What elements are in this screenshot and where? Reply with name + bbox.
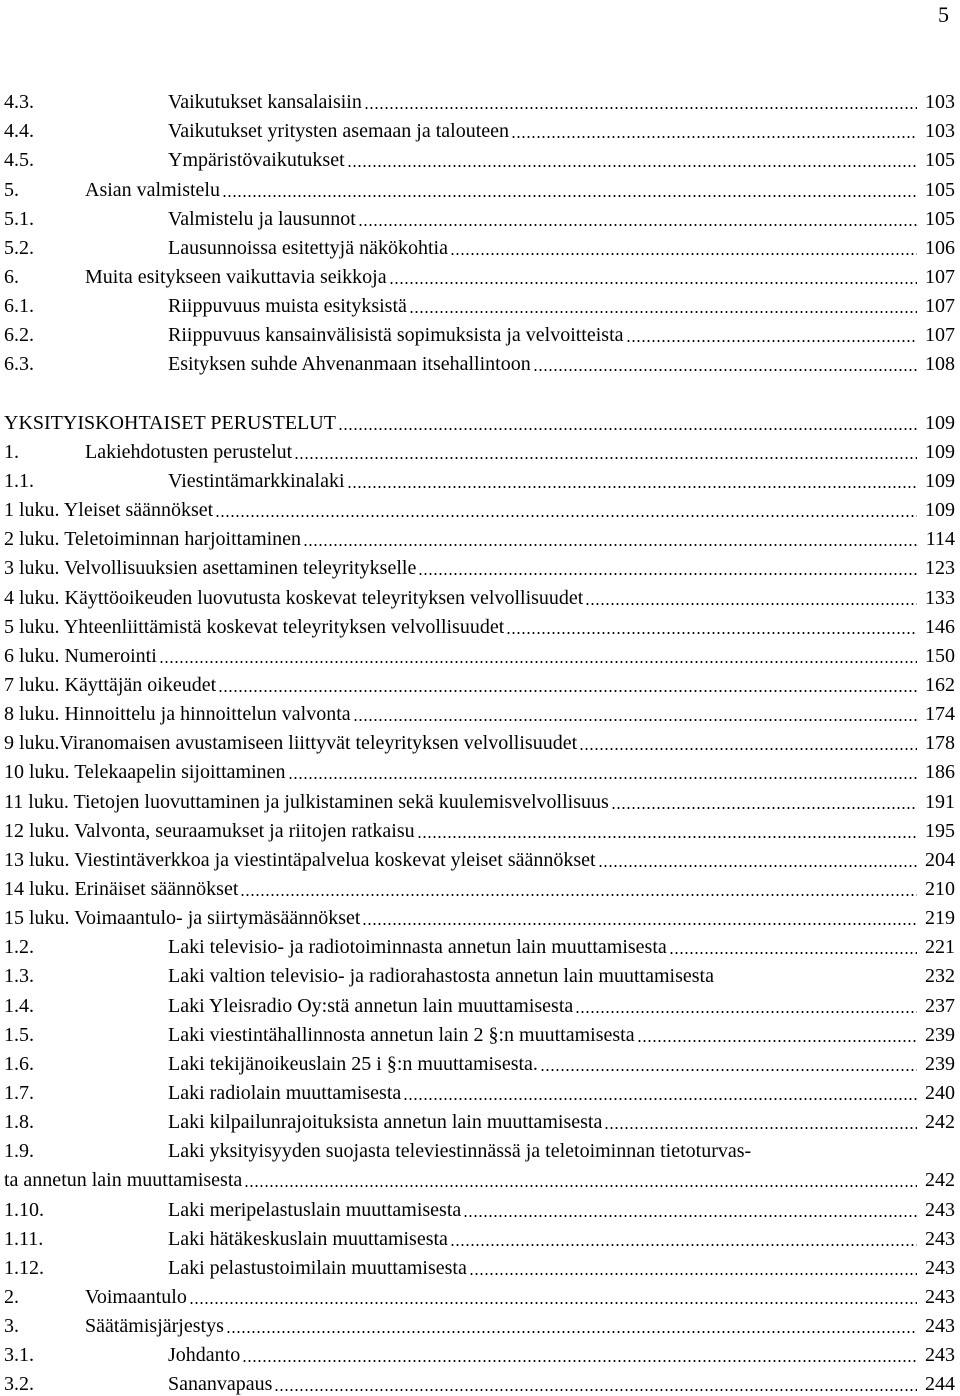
toc-entry-title: 8 luku. Hinnoittelu ja hinnoittelun valvonta: [4, 703, 351, 726]
toc-entry-title: Lakiehdotusten perustelut: [85, 440, 293, 463]
toc-entry: [4, 959, 955, 988]
toc-dot-leader: [222, 194, 917, 198]
toc-entry-title: Viestintämarkkinalaki: [168, 470, 345, 493]
toc-entry: [4, 172, 955, 201]
toc-entry: [4, 202, 955, 231]
toc-entry-title: 13 luku. Viestintäverkkoa ja viestintäpalvelua koskevat yleiset säännökset: [4, 848, 596, 871]
toc-dot-leader: [347, 485, 917, 489]
toc-entry-number: 1.1.: [4, 470, 34, 493]
toc-entry: [4, 1047, 955, 1076]
toc-entry: [4, 1280, 955, 1309]
toc-entry-page: 186: [925, 761, 955, 784]
toc-entry-title: ta annetun lain muuttamisesta: [4, 1169, 243, 1192]
toc-entry-page: 105: [925, 178, 955, 201]
toc-entry-page: 109: [925, 499, 955, 522]
toc-entry-number: 1.2.: [4, 936, 34, 959]
toc-entry: [4, 493, 955, 522]
toc-entry: [4, 872, 955, 901]
toc-entry-page: 204: [925, 848, 955, 871]
toc-entry-number: 5.2.: [4, 236, 34, 259]
toc-entry: [4, 318, 955, 347]
toc-entry-page: 123: [925, 557, 955, 580]
toc-dot-leader: [575, 1010, 917, 1014]
toc-entry-title: Laki Yleisradio Oy:stä annetun lain muuttamisesta: [168, 994, 574, 1017]
toc-entry: [4, 755, 955, 784]
toc-dot-leader: [189, 1301, 917, 1305]
toc-entry-number: 5.: [4, 178, 19, 201]
toc-entry-title: Laki hätäkeskuslain muuttamisesta: [168, 1227, 448, 1250]
toc-dot-leader: [240, 893, 917, 897]
toc-entry-title: Ympäristövaikutukset: [168, 149, 345, 172]
toc-entry: [4, 1018, 955, 1047]
toc-dot-leader: [669, 951, 917, 955]
toc-entry: [4, 289, 955, 318]
toc-entry: [4, 1134, 955, 1163]
toc-entry: [4, 697, 955, 726]
toc-entry: [4, 1251, 955, 1280]
toc-entry-title: Valmistelu ja lausunnot: [168, 207, 356, 230]
toc-entry-page: 146: [925, 615, 955, 638]
toc-dot-leader: [506, 631, 917, 635]
toc-dot-leader: [294, 456, 917, 460]
toc-entry: [4, 522, 955, 551]
toc-dot-leader: [469, 1272, 917, 1276]
toc-entry-number: 1.4.: [4, 994, 34, 1017]
toc-entry: [4, 347, 955, 376]
toc-entry-title: 3 luku. Velvollisuuksien asettaminen teleyritykselle: [4, 557, 417, 580]
toc-dot-leader: [353, 718, 917, 722]
toc-entry-number: 3.2.: [4, 1373, 34, 1396]
toc-entry-number: 1.8.: [4, 1111, 34, 1134]
toc-entry-title: Laki televisio- ja radiotoiminnasta annetun lain muuttamisesta: [168, 936, 667, 959]
toc-entry: [4, 988, 955, 1017]
toc-entry-page: 105: [925, 207, 955, 230]
toc-entry-number: 6.3.: [4, 353, 34, 376]
toc-dot-leader: [579, 747, 917, 751]
toc-entry-page: 108: [925, 353, 955, 376]
toc-dot-leader: [403, 1097, 917, 1101]
toc-entry-page: 221: [925, 936, 955, 959]
toc-entry-page: 107: [925, 324, 955, 347]
toc-entry: [4, 1105, 955, 1134]
toc-dot-leader: [511, 135, 917, 139]
toc-entry-page: 232: [925, 965, 955, 988]
toc-entry-page: 243: [925, 1198, 955, 1221]
toc-dot-leader: [417, 835, 917, 839]
toc-entry: [4, 610, 955, 639]
toc-entry-page: 242: [925, 1111, 955, 1134]
toc-entry-number: 6.: [4, 265, 19, 288]
toc-dot-leader: [450, 1243, 917, 1247]
toc-entry-page: 191: [925, 790, 955, 813]
toc-entry-title: 10 luku. Telekaapelin sijoittaminen: [4, 761, 286, 784]
toc-entry-number: 1.3.: [4, 965, 34, 988]
toc-entry: [4, 1163, 955, 1192]
toc-entry: [4, 114, 955, 143]
toc-dot-leader: [540, 1068, 917, 1072]
toc-entry-title: Laki viestintähallinnosta annetun lain 2 §:n muuttamisesta: [168, 1023, 635, 1046]
toc-entry: [4, 901, 955, 930]
toc-entry-page: 239: [925, 1023, 955, 1046]
toc-entry: [4, 1338, 955, 1367]
toc-entry-page: 240: [925, 1081, 955, 1104]
toc-dot-leader: [226, 1330, 917, 1334]
toc-entry-title: Riippuvuus kansainvälisistä sopimuksista ja velvoitteista: [168, 324, 624, 347]
toc-entry: [4, 1222, 955, 1251]
toc-entry-page: 219: [925, 907, 955, 930]
toc-entry-number: 1.11.: [4, 1227, 44, 1250]
toc-dot-leader: [288, 776, 917, 780]
toc-entry-page: 243: [925, 1344, 955, 1367]
toc-entry-page: 103: [925, 120, 955, 143]
toc-entry: [4, 231, 955, 260]
toc-entry-number: 1.: [4, 440, 19, 463]
toc-entry-title: Laki pelastustoimilain muuttamisesta: [168, 1256, 467, 1279]
toc-entry-number: 6.2.: [4, 324, 34, 347]
toc-entry-page: 105: [925, 149, 955, 172]
toc-entry-page: 239: [925, 1052, 955, 1075]
toc-dot-leader: [303, 543, 917, 547]
toc-entry-page: 107: [925, 295, 955, 318]
toc-entry-title: 15 luku. Voimaantulo- ja siirtymäsäännökset: [4, 907, 361, 930]
toc-entry-number: 1.9.: [4, 1140, 34, 1163]
toc-entry-title: 11 luku. Tietojen luovuttaminen ja julkistaminen sekä kuulemisvelvollisuus: [4, 790, 609, 813]
toc-entry: [4, 1076, 955, 1105]
toc-entry-title: Johdanto: [168, 1344, 241, 1367]
toc-entry-page: 106: [925, 236, 955, 259]
toc-dot-leader: [533, 368, 917, 372]
toc-entry-page: 107: [925, 265, 955, 288]
toc-entry-page: 243: [925, 1315, 955, 1338]
toc-entry-page: 109: [925, 411, 955, 434]
toc-entry-number: 4.3.: [4, 91, 34, 114]
toc-entry-title: Asian valmistelu: [85, 178, 220, 201]
toc-entry-title: Laki valtion televisio- ja radiorahastosta annetun lain muuttamisesta: [168, 965, 714, 988]
toc-entry-title: Laki kilpailunrajoituksista annetun lain muuttamisesta: [168, 1111, 603, 1134]
toc-entry-page: 195: [925, 819, 955, 842]
toc-dot-leader: [347, 164, 917, 168]
toc-entry-number: 5.1.: [4, 207, 34, 230]
toc-entry: [4, 639, 955, 668]
toc-entry-page: 114: [925, 528, 955, 551]
toc-entry: [4, 406, 955, 435]
toc-entry-title: Vaikutukset yritysten asemaan ja talouteen: [168, 120, 510, 143]
toc-entry-number: 4.4.: [4, 120, 34, 143]
toc-entry-title: Vaikutukset kansalaisiin: [168, 91, 362, 114]
toc-entry-title: Lausunnoissa esitettyjä näkökohtia: [168, 236, 448, 259]
toc-entry-page: 237: [925, 994, 955, 1017]
toc-entry-title: Riippuvuus muista esityksistä: [168, 295, 407, 318]
toc-entry: [4, 726, 955, 755]
toc-entry-title: Laki tekijänoikeuslain 25 i §:n muuttamisesta.: [168, 1052, 538, 1075]
toc-entry-title: Sananvapaus: [168, 1373, 273, 1396]
toc-dot-leader: [418, 572, 917, 576]
toc-entry-number: 1.12.: [4, 1256, 44, 1279]
table-of-contents: [4, 85, 955, 1396]
toc-entry-page: 150: [925, 644, 955, 667]
toc-dot-leader: [215, 514, 917, 518]
toc-entry-page: 244: [925, 1373, 955, 1396]
toc-entry-page: 162: [925, 674, 955, 696]
toc-entry: [4, 464, 955, 493]
toc-entry-title: Voimaantulo: [85, 1285, 187, 1308]
toc-entry-page: 174: [925, 703, 955, 726]
toc-entry: [4, 85, 955, 114]
toc-entry-number: 3.1.: [4, 1344, 34, 1367]
toc-entry-number: 3.: [4, 1315, 19, 1338]
toc-entry-page: 178: [925, 732, 955, 755]
toc-dot-leader: [244, 1184, 917, 1188]
toc-entry: [4, 814, 955, 843]
toc-entry-number: 1.6.: [4, 1052, 34, 1075]
toc-dot-leader: [358, 223, 917, 227]
toc-entry-page: 243: [925, 1285, 955, 1308]
toc-dot-leader: [409, 310, 917, 314]
toc-entry-page: 109: [925, 470, 955, 493]
toc-entry: [4, 580, 955, 609]
toc-entry: [4, 843, 955, 872]
page-number: 5: [938, 2, 949, 27]
toc-entry-title: 7 luku. Käyttäjän oikeudet: [4, 674, 217, 696]
toc-entry-title: Laki yksityisyyden suojasta televiestinnässä ja teletoiminnan tietoturvas-: [168, 1140, 752, 1163]
toc-entry-title: 6 luku. Numerointi: [4, 644, 157, 667]
toc-dot-leader: [218, 689, 917, 693]
toc-entry: [4, 930, 955, 959]
toc-entry-title: 2 luku. Teletoiminnan harjoittaminen: [4, 528, 302, 551]
toc-dot-leader: [585, 602, 917, 606]
toc-entry: [4, 668, 955, 697]
toc-dot-leader: [604, 1126, 917, 1130]
toc-entry-title: 12 luku. Valvonta, seuraamukset ja riitojen ratkaisu: [4, 819, 415, 842]
toc-dot-leader: [242, 1359, 917, 1363]
toc-entry-number: 1.5.: [4, 1023, 34, 1046]
toc-dot-leader: [362, 922, 917, 926]
toc-entry-page: 210: [925, 877, 955, 900]
toc-dot-leader: [389, 281, 917, 285]
toc-dot-leader: [598, 864, 917, 868]
toc-entry-title: 9 luku.Viranomaisen avustamiseen liittyvät teleyrityksen velvollisuudet: [4, 732, 578, 755]
toc-entry-number: 4.5.: [4, 149, 34, 172]
toc-dot-leader: [463, 1214, 917, 1218]
toc-entry-title: YKSITYISKOHTAISET PERUSTELUT: [4, 411, 336, 434]
toc-entry-page: 242: [925, 1169, 955, 1192]
toc-entry-page: 243: [925, 1227, 955, 1250]
toc-entry-page: 109: [925, 440, 955, 463]
toc-entry: [4, 1192, 955, 1221]
toc-entry: [4, 551, 955, 580]
toc-entry-page: 243: [925, 1256, 955, 1279]
toc-entry-title: 14 luku. Erinäiset säännökset: [4, 877, 239, 900]
toc-entry-page: 103: [925, 91, 955, 114]
toc-entry-title: 1 luku. Yleiset säännökset: [4, 499, 214, 522]
toc-dot-leader: [159, 660, 917, 664]
toc-entry-title: Laki meripelastuslain muuttamisesta: [168, 1198, 462, 1221]
toc-dot-leader: [338, 427, 917, 431]
toc-dot-leader: [611, 806, 917, 810]
toc-dot-leader: [626, 339, 917, 343]
toc-entry: [4, 260, 955, 289]
toc-entry: [4, 784, 955, 813]
toc-entry-title: 4 luku. Käyttöoikeuden luovutusta koskevat teleyrityksen velvollisuudet: [4, 586, 584, 609]
toc-dot-leader: [450, 252, 917, 256]
toc-entry-number: 2.: [4, 1285, 19, 1308]
toc-entry-number: 1.10.: [4, 1198, 44, 1221]
toc-entry: [4, 1309, 955, 1338]
toc-entry: [4, 435, 955, 464]
toc-entry-title: Säätämisjärjestys: [85, 1315, 224, 1338]
toc-dot-leader: [637, 1039, 917, 1043]
toc-entry-title: Esityksen suhde Ahvenanmaan itsehallintoon: [168, 353, 531, 376]
toc-entry-number: 6.1.: [4, 295, 34, 318]
toc-entry-title: Laki radiolain muuttamisesta: [168, 1081, 402, 1104]
toc-dot-leader: [364, 106, 917, 110]
toc-entry-page: 133: [925, 586, 955, 609]
toc-entry-title: Muita esitykseen vaikuttavia seikkoja: [85, 265, 387, 288]
toc-entry: [4, 143, 955, 172]
toc-entry-title: 5 luku. Yhteenliittämistä koskevat teleyrityksen velvollisuudet: [4, 615, 505, 638]
toc-entry-number: 1.7.: [4, 1081, 34, 1104]
